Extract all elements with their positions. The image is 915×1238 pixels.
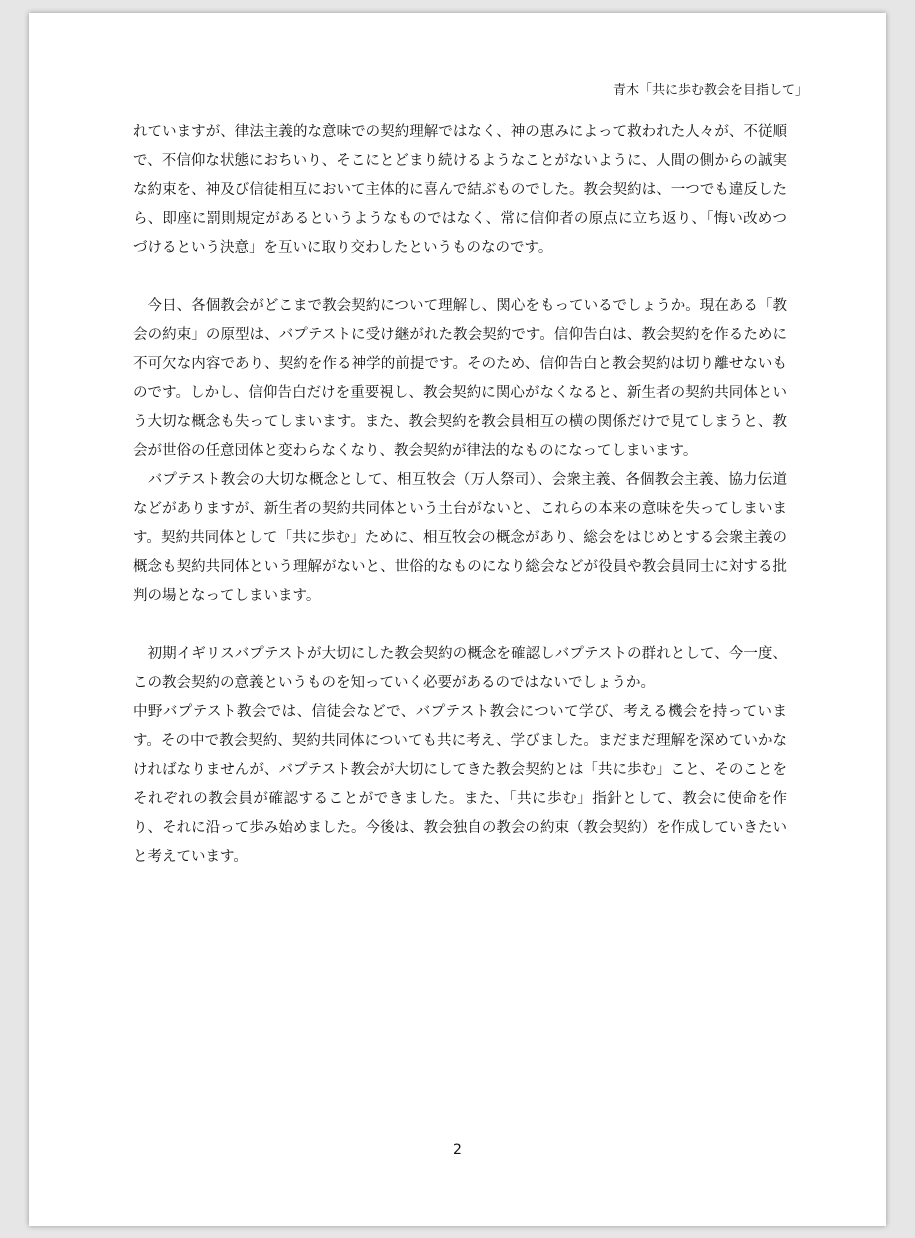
paragraph: れていますが、律法主義的な意味での契約理解ではなく、神の恵みによって救われた人々が、不従順で、不信仰な状態におちいり、そこにとどまり続けるようなことがないように、人間の側からの誠実な約束を、神及び信徒相互において主体的に喜んで結ぶものでした。教会契約は、一つでも違反したら、即座に罰則規定があるというようなものではなく、常に信仰者の原点に立ち返り、「悔い改めつづけるという決意」を互いに取り交わしたというものなのです。 xyxy=(133,124,787,256)
paragraph-gap xyxy=(133,263,787,292)
page-number: 2 xyxy=(453,1142,462,1158)
paragraph-gap xyxy=(133,611,787,640)
paragraph: バプテスト教会の大切な概念として、相互牧会（万人祭司）、会衆主義、各個教会主義、協力伝道などがありますが、新生者の契約共同体という土台がないと、これらの本来の意味を失ってしまいます。契約共同体として「共に歩む」ために、相互牧会の概念があり、総会をはじめとする会衆主義の概念も契約共同体という理解がないと、世俗的なものになり総会などが役員や教会員同士に対する批判の場となってしまいます。 xyxy=(133,472,787,604)
paragraph: 初期イギリスバプテストが大切にした教会契約の概念を確認しバプテストの群れとして、今一度、この教会契約の意義というものを知っていく必要があるのではないでしょうか。 xyxy=(133,646,787,691)
paragraph: 今日、各個教会がどこまで教会契約について理解し、関心をもっているでしょうか。現在ある「教会の約束」の原型は、バプテストに受け継がれた教会契約です。信仰告白は、教会契約を作るために不可欠な内容であり、契約を作る神学的前提です。そのため、信仰告白と教会契約は切り離せないものです。しかし、信仰告白だけを重要視し、教会契約に関心がなくなると、新生者の契約共同体という大切な概念も失ってしまいます。また、教会契約を教会員相互の横の関係だけで見てしまうと、教会が世俗の任意団体と変わらなくなり、教会契約が律法的なものになってしまいます。 xyxy=(133,298,787,459)
running-header: 青木「共に歩む教会を目指して」 xyxy=(612,83,808,98)
document-body xyxy=(133,118,787,872)
paragraph: 中野バプテスト教会では、信徒会などで、バプテスト教会について学び、考える機会を持っています。その中で教会契約、契約共同体についても共に考え、学びました。まだまだ理解を深めていかなければなりませんが、バプテスト教会が大切にしてきた教会契約とは「共に歩む」こと、そのことをそれぞれの教会員が確認することができました。また、「共に歩む」指針として、教会に使命を作り、それに沿って歩み始めました。今後は、教会独自の教会の約束（教会契約）を作成していきたいと考えています。 xyxy=(133,704,787,865)
document-page xyxy=(29,13,886,1226)
